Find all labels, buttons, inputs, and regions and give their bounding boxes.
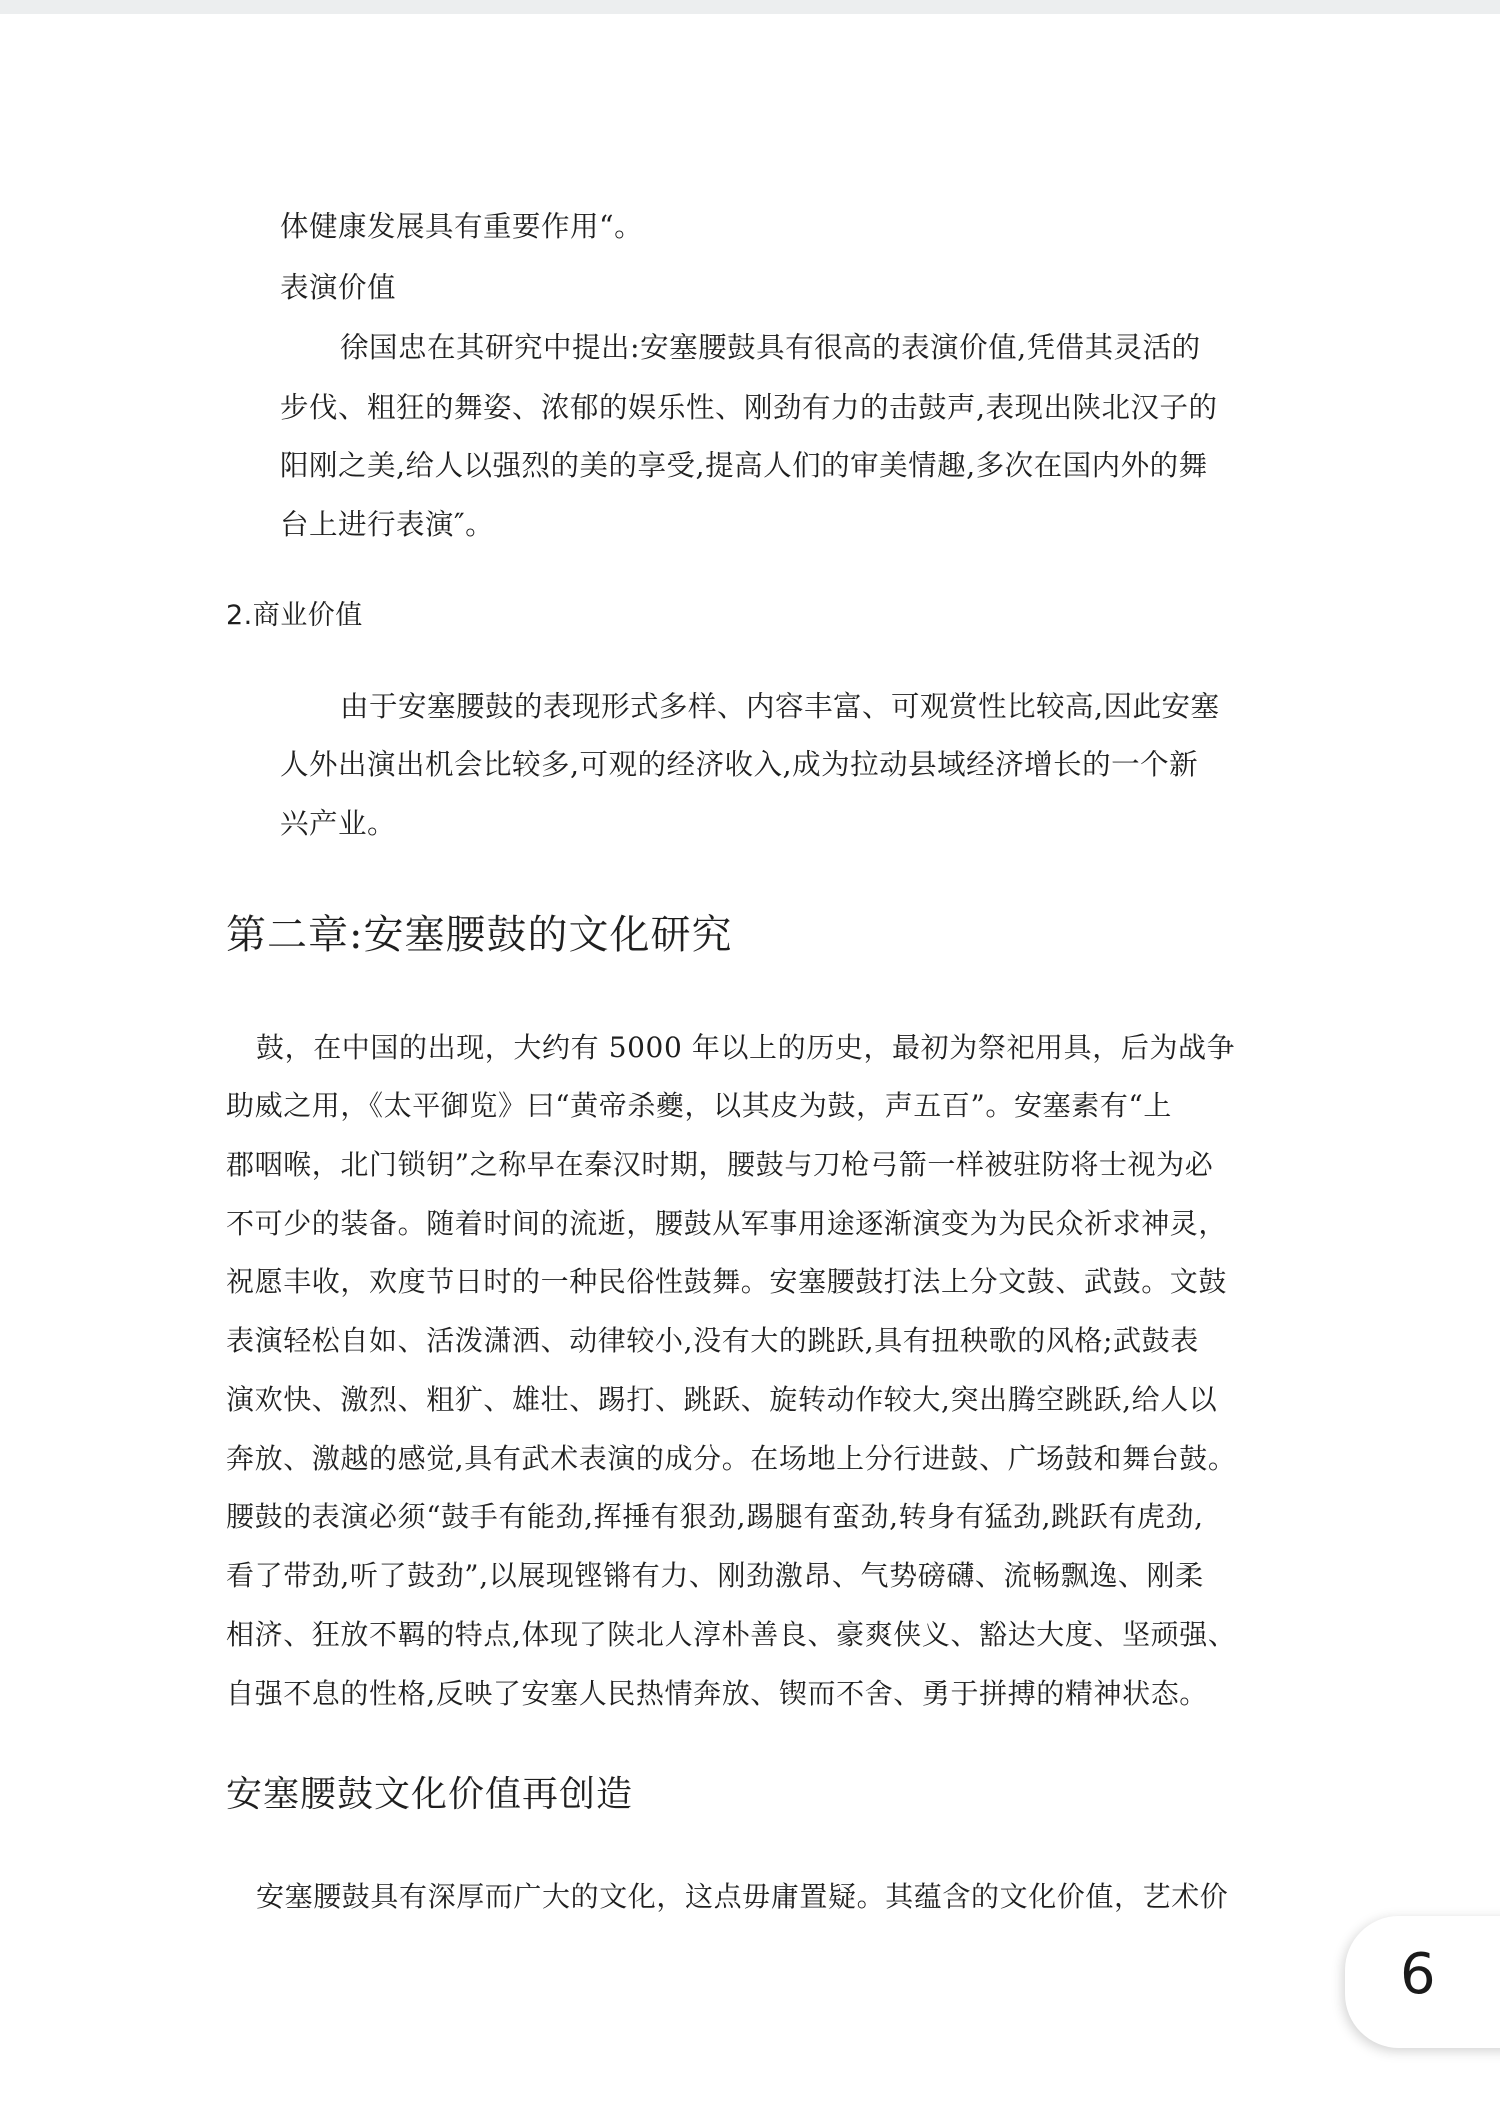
top-edge-bar — [0, 0, 1500, 14]
performance-line: 阳刚之美,给人以强烈的美的享受,提高人们的审美情趣,多次在国内外的舞 — [280, 449, 1208, 482]
chapter-line: 相济、狂放不羁的特点,体现了陕北人淳朴善良、豪爽侠义、豁达大度、坚顽强、 — [226, 1618, 1237, 1651]
chapter-title: 第二章:安塞腰鼓的文化研究 — [226, 912, 733, 958]
performance-line: 徐国忠在其研究中提出:安塞腰鼓具有很高的表演价值,凭借其灵活的 — [340, 331, 1201, 364]
chapter-line: 演欢快、激烈、粗犷、雄壮、踢打、跳跃、旋转动作较大,突出腾空跳跃,给人以 — [226, 1383, 1218, 1416]
chapter-line: 鼓，在中国的出现，大约有 5000 年以上的历史，最初为祭祀用具，后为战争 — [256, 1031, 1236, 1064]
recreation-line: 安塞腰鼓具有深厚而广大的文化，这点毋庸置疑。其蕴含的文化价值，艺术价 — [256, 1880, 1229, 1913]
page-number-badge[interactable] — [1345, 1916, 1500, 2048]
chapter-line: 奔放、激越的感觉,具有武术表演的成分。在场地上分行进鼓、广场鼓和舞台鼓。 — [226, 1442, 1237, 1475]
commercial-line: 由于安塞腰鼓的表现形式多样、内容丰富、可观赏性比较高,因此安塞 — [340, 690, 1220, 723]
performance-line: 台上进行表演″。 — [280, 508, 495, 541]
chapter-line: 不可少的装备。随着时间的流逝，腰鼓从军事用途逐渐演变为为民众祈求神灵， — [226, 1207, 1228, 1240]
chapter-line: 助威之用，《太平御览》曰“黄帝杀夔，以其皮为鼓，声五百”。安塞素有“上 — [226, 1089, 1172, 1122]
section-heading: 安塞腰鼓文化价值再创造 — [226, 1774, 634, 1815]
performance-line: 步伐、粗狂的舞姿、浓郁的娱乐性、刚劲有力的击鼓声,表现出陕北汉子的 — [280, 391, 1218, 424]
chapter-line: 祝愿丰收，欢度节日时的一种民俗性鼓舞。安塞腰鼓打法上分文鼓、武鼓。文鼓 — [226, 1265, 1228, 1298]
chapter-line: 看了带劲,听了鼓劲”,以展现铿锵有力、刚劲激昂、气势磅礴、流畅飘逸、刚柔 — [226, 1559, 1204, 1592]
commercial-heading: 2.商业价值 — [226, 600, 363, 631]
commercial-line: 兴产业。 — [280, 807, 397, 840]
chapter-line: 郡咽喉，北门锁钥”之称早在秦汉时期，腰鼓与刀枪弓箭一样被驻防将士视为必 — [226, 1148, 1214, 1181]
page-number: 6 — [1400, 1942, 1436, 2007]
chapter-line: 腰鼓的表演必须“鼓手有能劲,挥捶有狠劲,踢腿有蛮劲,转身有猛劲,跳跃有虎劲, — [226, 1500, 1204, 1533]
chapter-line: 表演轻松自如、活泼潇洒、动律较小,没有大的跳跃,具有扭秧歌的风格;武鼓表 — [226, 1324, 1199, 1357]
performance-heading: 表演价值 — [280, 271, 397, 304]
intro-line: 体健康发展具有重要作用“。 — [280, 210, 644, 243]
commercial-line: 人外出演出机会比较多,可观的经济收入,成为拉动县域经济增长的一个新 — [280, 748, 1199, 781]
chapter-line: 自强不息的性格,反映了安塞人民热情奔放、锲而不舍、勇于拼搏的精神状态。 — [226, 1677, 1208, 1710]
